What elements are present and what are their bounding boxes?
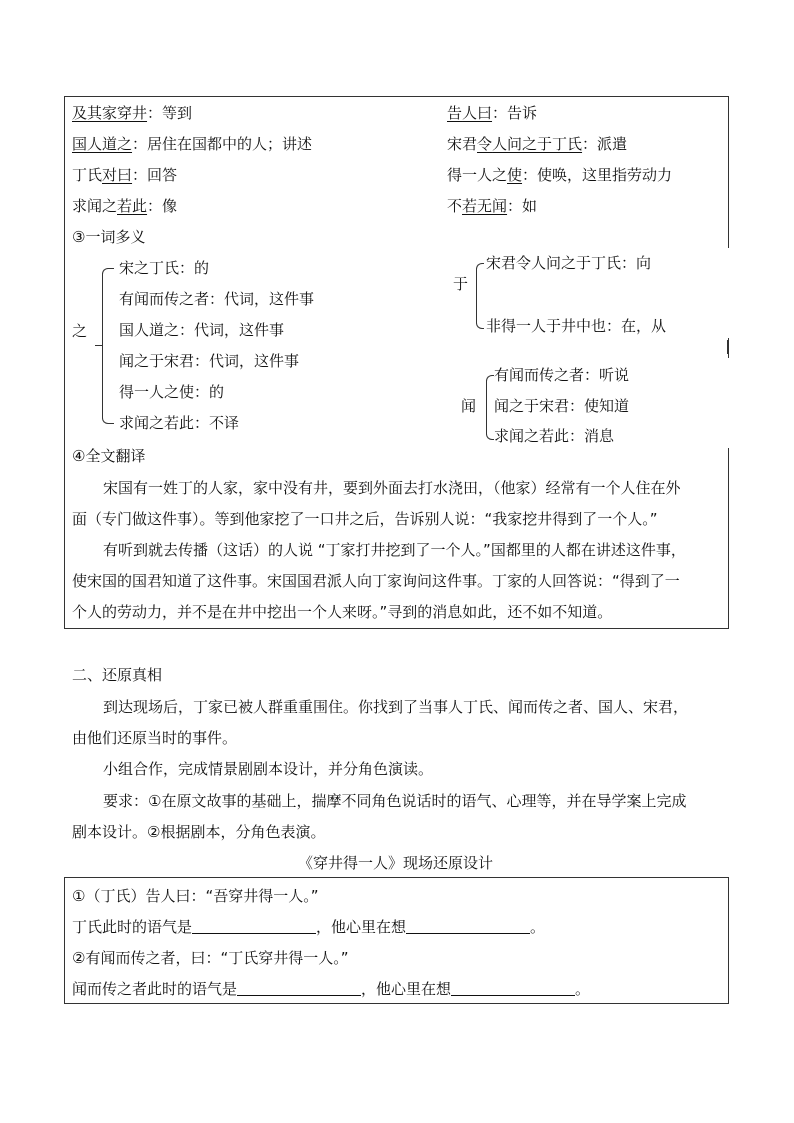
vocab-left-pre: 求闻之 — [72, 197, 118, 215]
row4-end: 。 — [575, 980, 591, 998]
vocab-left-mid: 之 — [117, 135, 133, 153]
vocab-left-u: 对 — [102, 166, 118, 184]
vocab-left-u: 及 — [72, 104, 88, 122]
vocab-right-item — [447, 134, 627, 154]
vocab-right-pre: 宋君 — [447, 135, 478, 153]
section2-para3-line1: 要求：①在原文故事的基础上，揣摩不同角色说话时的语气、心理等，并在导学案上完成 — [103, 792, 687, 810]
section2-para2: 小组合作，完成情景剧剧本设计，并分角色演读。 — [103, 760, 434, 778]
translation-line-4: 使宋国的国君知道了这件事。宋国国君派人向丁家询问这件事。丁家的人回答说：“得到了一 — [72, 572, 680, 590]
section2-para3-line2: 剧本设计。②根据剧本，分角色表演。 — [72, 823, 326, 841]
vocab-right-mid: 人曰 — [462, 104, 493, 122]
tone-label-dingshi: 丁氏此时的语气是 — [72, 918, 193, 936]
vocab-left-mid: 此 — [132, 197, 148, 215]
vocab-left-post: ：居住在国都中的人；讲述 — [132, 135, 313, 153]
vocab-right-u: 告 — [447, 104, 463, 122]
vocab-right-post: ：告诉 — [492, 104, 538, 122]
vocab-right-post: ：派遣 — [582, 135, 628, 153]
zhi-char: 之 — [72, 322, 88, 340]
zhi-item: 得一人之使：的 — [119, 383, 225, 401]
thought-blank-chuanzhe[interactable] — [451, 979, 575, 996]
wen-char: 闻 — [461, 397, 477, 415]
section2-para1-line1: 到达现场后，丁家已被人群重重围住。你找到了当事人丁氏、闻而传之者、国人、宋君， — [103, 698, 689, 716]
zhi-brace — [102, 268, 114, 424]
vocab-left-mid: 其家穿井 — [87, 104, 148, 122]
translation-line-3: 有听到就去传播（这话）的人说 “丁家打井挖到了一个人。”国都里的人都在讲述这件事， — [103, 541, 686, 559]
tone-label-chuanzhe: 闻而传之者此时的语气是 — [72, 980, 238, 998]
vocab-left-item — [72, 196, 177, 216]
yu-item: 非得一人于井中也：在，从 — [486, 317, 667, 335]
vocab-right-pre: 不 — [447, 197, 463, 215]
vocab-right-item — [447, 165, 672, 185]
translation-heading: ④全文翻译 — [72, 447, 146, 465]
zhi-item: 闻之于宋君：代词，这件事 — [119, 352, 300, 370]
design-row-4 — [72, 979, 590, 999]
vocab-right-u: 令 — [477, 135, 493, 153]
vocab-right-item — [447, 103, 537, 123]
vocab-right-pre: 得一人之 — [447, 166, 508, 184]
design-row-3: ②有闻而传之者，曰：“丁氏穿井得一人。” — [72, 949, 349, 967]
vocab-left-item — [72, 134, 312, 154]
vocab-right-post: ：使唤，这里指劳动力 — [522, 166, 673, 184]
vocab-left-post: ：回答 — [132, 166, 178, 184]
translation-line-5: 个人的劳动力，并不是在井中挖出一个人来呀。”寻到的消息如此，还不如不知道。 — [72, 603, 613, 621]
row2-end: 。 — [530, 918, 546, 936]
yu-item: 宋君令人问之于丁氏：向 — [486, 254, 652, 272]
vocab-right-mid: 人问之于丁氏 — [492, 135, 583, 153]
vocab-left-item — [72, 165, 177, 185]
wen-item: 有闻而传之者：听说 — [494, 366, 630, 384]
vocab-left-item — [72, 103, 192, 123]
design-title: 《穿井得一人》现场还原设计 — [298, 854, 494, 872]
vocab-right-u: 使 — [507, 166, 523, 184]
zhi-item: 有闻而传之者：代词，这件事 — [119, 290, 315, 308]
vocab-right-post: ：如 — [507, 197, 538, 215]
vocab-left-mid: 曰 — [117, 166, 133, 184]
vocab-left-post: ：等到 — [147, 104, 193, 122]
yu-brace — [476, 263, 484, 329]
thought-label-chuanzhe: ，他心里在想 — [361, 980, 452, 998]
design-row-2 — [72, 917, 545, 937]
wen-brace — [486, 375, 494, 440]
vocab-right-item — [447, 196, 537, 216]
zhi-item: 宋之丁氏：的 — [119, 259, 210, 277]
polysemy-heading: ③一词多义 — [72, 228, 146, 246]
vocab-right-u: 若 — [462, 197, 478, 215]
vocab-left-post: ：像 — [147, 197, 178, 215]
thought-label-dingshi: ，他心里在想 — [316, 918, 407, 936]
zhi-brace-tip — [95, 345, 103, 346]
tone-blank-dingshi[interactable] — [192, 917, 316, 934]
vocab-left-u: 国人道 — [72, 135, 118, 153]
vocab-left-u: 若 — [117, 197, 133, 215]
thought-blank-dingshi[interactable] — [406, 917, 530, 934]
tone-blank-chuanzhe[interactable] — [237, 979, 361, 996]
zhi-item: 求闻之若此：不译 — [119, 414, 240, 432]
section2-heading: 二、还原真相 — [72, 666, 163, 684]
design-row-1: ①（丁氏）告人曰：“吾穿井得一人。” — [72, 887, 319, 905]
translation-line-1: 宋国有一姓丁的人家，家中没有井，要到外面去打水浇田，（他家）经常有一个人住在外 — [103, 479, 681, 497]
section2-para1-line2: 由他们还原当时的事件。 — [72, 729, 238, 747]
yu-char: 于 — [453, 275, 469, 293]
zhi-item: 国人道之：代词，这件事 — [119, 321, 285, 339]
wen-item: 求闻之若此：消息 — [494, 427, 615, 445]
vocab-right-mid: 无闻 — [477, 197, 508, 215]
vocab-left-pre: 丁氏 — [72, 166, 103, 184]
translation-line-2: 面（专门做这件事）。等到他家挖了一口井之后，告诉别人说：“我家挖井得到了一个人。” — [72, 510, 658, 528]
wen-item: 闻之于宋君：使知道 — [494, 397, 630, 415]
